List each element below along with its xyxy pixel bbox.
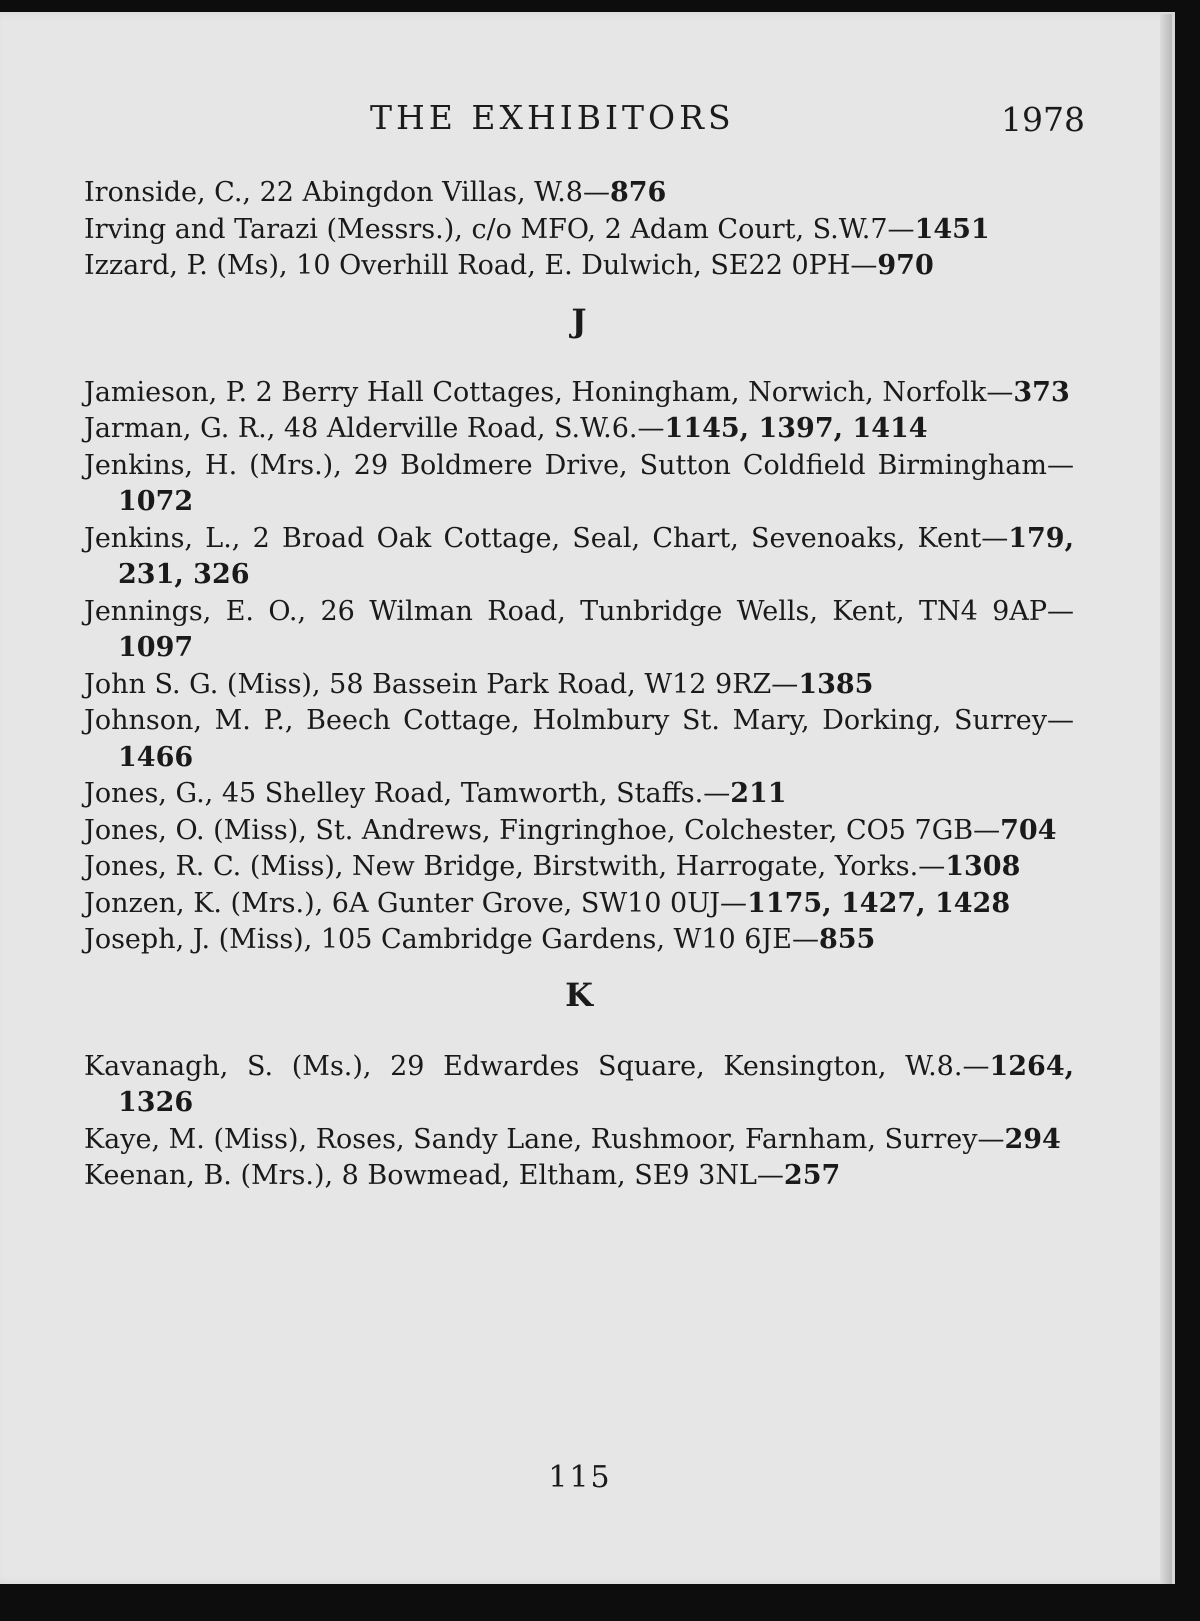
catalogue-numbers: 373 (1013, 376, 1070, 408)
list-item: Jonzen, K. (Mrs.), 6A Gunter Grove, SW10 0UJ—1175, 1427, 1428 (84, 887, 1011, 919)
list-item: Keenan, B. (Mrs.), 8 Bowmead, Eltham, SE9 3NL—257 (84, 1160, 841, 1191)
header-title: THE EXHIBITORS (370, 98, 735, 137)
list-item: Jennings, E. O., 26 Wilman Road, Tunbridge Wells, Kent, TN4 9AP—1097 (84, 595, 1074, 663)
catalogue-numbers: 1145, 1397, 1414 (664, 413, 928, 444)
catalogue-numbers: 1451 (914, 213, 990, 245)
list-item: Joseph, J. (Miss), 105 Cambridge Gardens, W10 6JE—855 (84, 924, 876, 955)
list-item: Johnson, M. P., Beech Cottage, Holmbury St. Mary, Dorking, Surrey—1466 (84, 705, 1074, 773)
catalogue-numbers: 294 (1004, 1123, 1061, 1155)
page-number: 115 (548, 1460, 612, 1495)
catalogue-numbers: 876 (609, 177, 667, 208)
list-item: Irving and Tarazi (Messrs.), c/o MFO, 2 Adam Court, S.W.7—1451 (84, 213, 990, 245)
list-item: Kavanagh, S. (Ms.), 29 Edwardes Square, Kensington, W.8.—1264, 1326 (84, 1050, 1074, 1118)
catalogue-numbers: 704 (1000, 814, 1057, 846)
list-item: Jones, O. (Miss), St. Andrews, Fingringhoe, Colchester, CO5 7GB—704 (84, 814, 1057, 846)
list-item: Ironside, C., 22 Abingdon Villas, W.8—876 (84, 177, 667, 208)
list-item: Jones, R. C. (Miss), New Bridge, Birstwith, Harrogate, Yorks.—1308 (84, 851, 1021, 882)
catalogue-numbers: 970 (877, 250, 934, 281)
catalogue-numbers: 855 (818, 924, 876, 955)
catalogue-numbers: 211 (730, 778, 787, 809)
list-item: Jenkins, L., 2 Broad Oak Cottage, Seal, Chart, Sevenoaks, Kent—179, 231, 326 (84, 522, 1074, 590)
page-edge (1160, 14, 1172, 1584)
catalogue-numbers: 1175, 1427, 1428 (747, 887, 1011, 919)
catalogue-numbers: 257 (783, 1160, 841, 1191)
list-item: Kaye, M. (Miss), Roses, Sandy Lane, Rushmoor, Farnham, Surrey—294 (84, 1123, 1061, 1155)
catalogue-numbers: 1097 (118, 632, 194, 663)
catalogue-numbers: 1264, 1326 (118, 1050, 1074, 1118)
list-item: Jenkins, H. (Mrs.), 29 Boldmere Drive, Sutton Coldfield Birmingham—1072 (84, 449, 1074, 517)
catalogue-numbers: 1466 (118, 741, 194, 773)
list-item: Jarman, G. R., 48 Alderville Road, S.W.6.—1145, 1397, 1414 (84, 413, 928, 444)
list-item: Jones, G., 45 Shelley Road, Tamworth, Staffs.—211 (84, 778, 787, 809)
section-letter-j: J (571, 301, 587, 340)
list-item: Jamieson, P. 2 Berry Hall Cottages, Honingham, Norwich, Norfolk—373 (84, 376, 1070, 408)
catalogue-numbers: 179, 231, 326 (118, 522, 1074, 590)
list-item: Izzard, P. (Ms), 10 Overhill Road, E. Dulwich, SE22 0PH—970 (84, 250, 934, 281)
list-item: John S. G. (Miss), 58 Bassein Park Road, W12 9RZ—1385 (84, 668, 874, 700)
catalogue-numbers: 1072 (118, 486, 194, 517)
running-header (0, 98, 1200, 148)
catalogue-numbers: 1308 (945, 851, 1021, 882)
header-year: 1978 (1001, 100, 1085, 139)
exhibitor-list (84, 175, 1074, 1195)
catalogue-numbers: 1385 (798, 668, 874, 700)
section-letter-k: K (565, 975, 593, 1014)
